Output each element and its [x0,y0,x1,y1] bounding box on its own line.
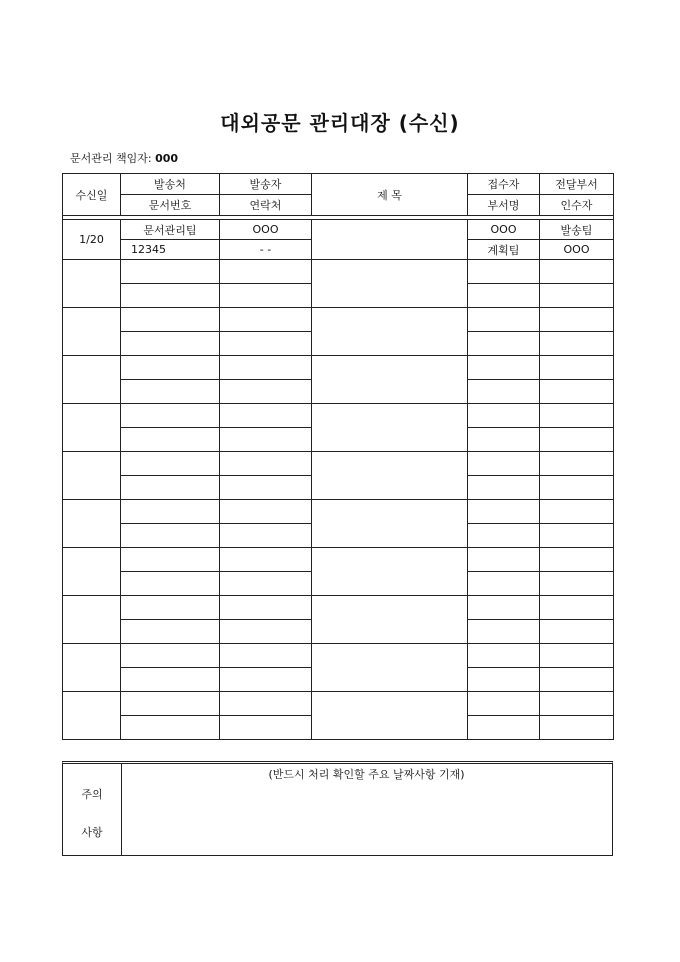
cell-doc-no[interactable] [121,332,220,356]
cell-deliver-dept[interactable] [540,500,614,524]
cell-deliver-dept[interactable]: 발송팀 [540,220,614,240]
cell-receiver[interactable] [468,404,540,428]
cell-doc-no[interactable] [121,428,220,452]
cell-deliver-dept[interactable] [540,644,614,668]
table-row [63,356,614,380]
table-row [63,220,614,240]
notes-section [62,761,613,856]
header-dept: 부서명 [468,195,540,216]
cell-deliver-dept[interactable] [540,692,614,716]
cell-deliver-dept[interactable] [540,452,614,476]
table-row [63,500,614,524]
cell-contact[interactable] [220,284,312,308]
cell-sender-org[interactable] [121,452,220,476]
manager-value: 000 [155,152,179,165]
cell-sender[interactable] [220,452,312,476]
cell-sender-org[interactable] [121,692,220,716]
cell-date[interactable] [63,500,121,548]
header-doc-no: 문서번호 [121,195,220,216]
cell-subject[interactable] [312,452,468,500]
cell-recipient[interactable] [540,668,614,692]
cell-recipient[interactable] [540,572,614,596]
cell-date[interactable] [63,692,121,740]
cell-dept[interactable] [468,620,540,644]
cell-date[interactable]: 1/20 [63,220,121,260]
cell-contact[interactable] [220,428,312,452]
cell-sender[interactable] [220,356,312,380]
table-row [63,596,614,620]
ledger-table [62,173,614,740]
cell-receiver[interactable] [468,548,540,572]
cell-date[interactable] [63,308,121,356]
cell-sender[interactable] [220,644,312,668]
cell-recipient[interactable]: OOO [540,240,614,260]
cell-sender[interactable] [220,500,312,524]
cell-deliver-dept[interactable] [540,404,614,428]
cell-doc-no[interactable] [121,668,220,692]
cell-sender-org[interactable] [121,356,220,380]
cell-deliver-dept[interactable] [540,260,614,284]
cell-receiver[interactable] [468,500,540,524]
cell-deliver-dept[interactable] [540,356,614,380]
cell-recipient[interactable] [540,476,614,500]
cell-sender[interactable] [220,692,312,716]
cell-date[interactable] [63,404,121,452]
cell-subject[interactable] [312,500,468,548]
cell-date[interactable] [63,260,121,308]
cell-recipient[interactable] [540,524,614,548]
cell-subject[interactable] [312,260,468,308]
cell-sender-org[interactable] [121,644,220,668]
cell-dept[interactable] [468,332,540,356]
notes-label-top: 주의 [81,788,103,801]
cell-dept[interactable] [468,524,540,548]
header-recipient: 인수자 [540,195,614,216]
cell-date[interactable] [63,644,121,692]
cell-sender-org[interactable] [121,500,220,524]
manager-label: 문서관리 책임자: [70,152,152,165]
cell-contact[interactable]: - - [220,240,312,260]
cell-sender[interactable] [220,596,312,620]
cell-doc-no[interactable] [121,524,220,548]
cell-contact[interactable] [220,716,312,740]
cell-dept[interactable] [468,716,540,740]
cell-doc-no[interactable] [121,572,220,596]
cell-subject[interactable] [312,220,468,260]
cell-sender-org[interactable] [121,404,220,428]
cell-dept[interactable] [468,476,540,500]
cell-sender[interactable] [220,548,312,572]
cell-dept[interactable] [468,668,540,692]
cell-sender-org[interactable] [121,596,220,620]
notes-hint: (반드시 처리 확인할 주요 날짜사항 기재) [268,768,465,781]
table-row [63,692,614,716]
cell-date[interactable] [63,548,121,596]
ledger-body [63,220,614,740]
cell-recipient[interactable] [540,716,614,740]
table-row [63,452,614,476]
cell-doc-no[interactable] [121,476,220,500]
table-row [63,644,614,668]
cell-doc-no[interactable] [121,380,220,404]
cell-receiver[interactable] [468,692,540,716]
cell-sender-org[interactable] [121,308,220,332]
cell-receiver[interactable] [468,452,540,476]
cell-dept[interactable] [468,284,540,308]
cell-subject[interactable] [312,356,468,404]
cell-recipient[interactable] [540,428,614,452]
cell-dept[interactable] [468,428,540,452]
notes-label-bottom: 사항 [81,826,103,839]
cell-date[interactable] [63,356,121,404]
cell-dept[interactable] [468,380,540,404]
header-deliver-dept: 전달부서 [540,174,614,195]
cell-date[interactable] [63,452,121,500]
cell-dept[interactable]: 계획팀 [468,240,540,260]
cell-recipient[interactable] [540,620,614,644]
cell-contact[interactable] [220,332,312,356]
cell-receiver[interactable] [468,596,540,620]
table-row [63,260,614,284]
cell-deliver-dept[interactable] [540,548,614,572]
header-sender: 발송자 [220,174,312,195]
document-manager [70,150,178,166]
header-receiver: 접수자 [468,174,540,195]
cell-contact[interactable] [220,668,312,692]
table-row [63,548,614,572]
page-title: 대외공문 관리대장 (수신) [220,111,460,135]
cell-receiver[interactable] [468,356,540,380]
cell-contact[interactable] [220,572,312,596]
cell-doc-no[interactable]: 12345 [121,240,220,260]
cell-doc-no[interactable] [121,284,220,308]
table-row [63,404,614,428]
cell-deliver-dept[interactable] [540,308,614,332]
cell-receiver[interactable] [468,644,540,668]
header-date: 수신일 [63,174,121,216]
cell-dept[interactable] [468,572,540,596]
cell-doc-no[interactable] [121,620,220,644]
cell-sender[interactable] [220,308,312,332]
cell-contact[interactable] [220,380,312,404]
cell-date[interactable] [63,596,121,644]
cell-sender-org[interactable]: 문서관리팀 [121,220,220,240]
cell-contact[interactable] [220,476,312,500]
table-row [63,308,614,332]
cell-subject[interactable] [312,308,468,356]
cell-subject[interactable] [312,596,468,644]
cell-recipient[interactable] [540,284,614,308]
cell-subject[interactable] [312,644,468,692]
cell-subject[interactable] [312,404,468,452]
cell-deliver-dept[interactable] [540,596,614,620]
cell-subject[interactable] [312,548,468,596]
notes-label [63,764,122,855]
cell-sender-org[interactable] [121,260,220,284]
cell-recipient[interactable] [540,332,614,356]
cell-subject[interactable] [312,692,468,740]
cell-receiver[interactable] [468,308,540,332]
cell-sender[interactable] [220,260,312,284]
cell-contact[interactable] [220,620,312,644]
cell-sender[interactable]: OOO [220,220,312,240]
header-sender-org: 발송처 [121,174,220,195]
header-contact: 연락처 [220,195,312,216]
cell-receiver[interactable] [468,260,540,284]
cell-receiver[interactable]: OOO [468,220,540,240]
cell-doc-no[interactable] [121,716,220,740]
cell-recipient[interactable] [540,380,614,404]
header-subject: 제 목 [312,174,468,216]
cell-sender-org[interactable] [121,548,220,572]
cell-sender[interactable] [220,404,312,428]
cell-contact[interactable] [220,524,312,548]
